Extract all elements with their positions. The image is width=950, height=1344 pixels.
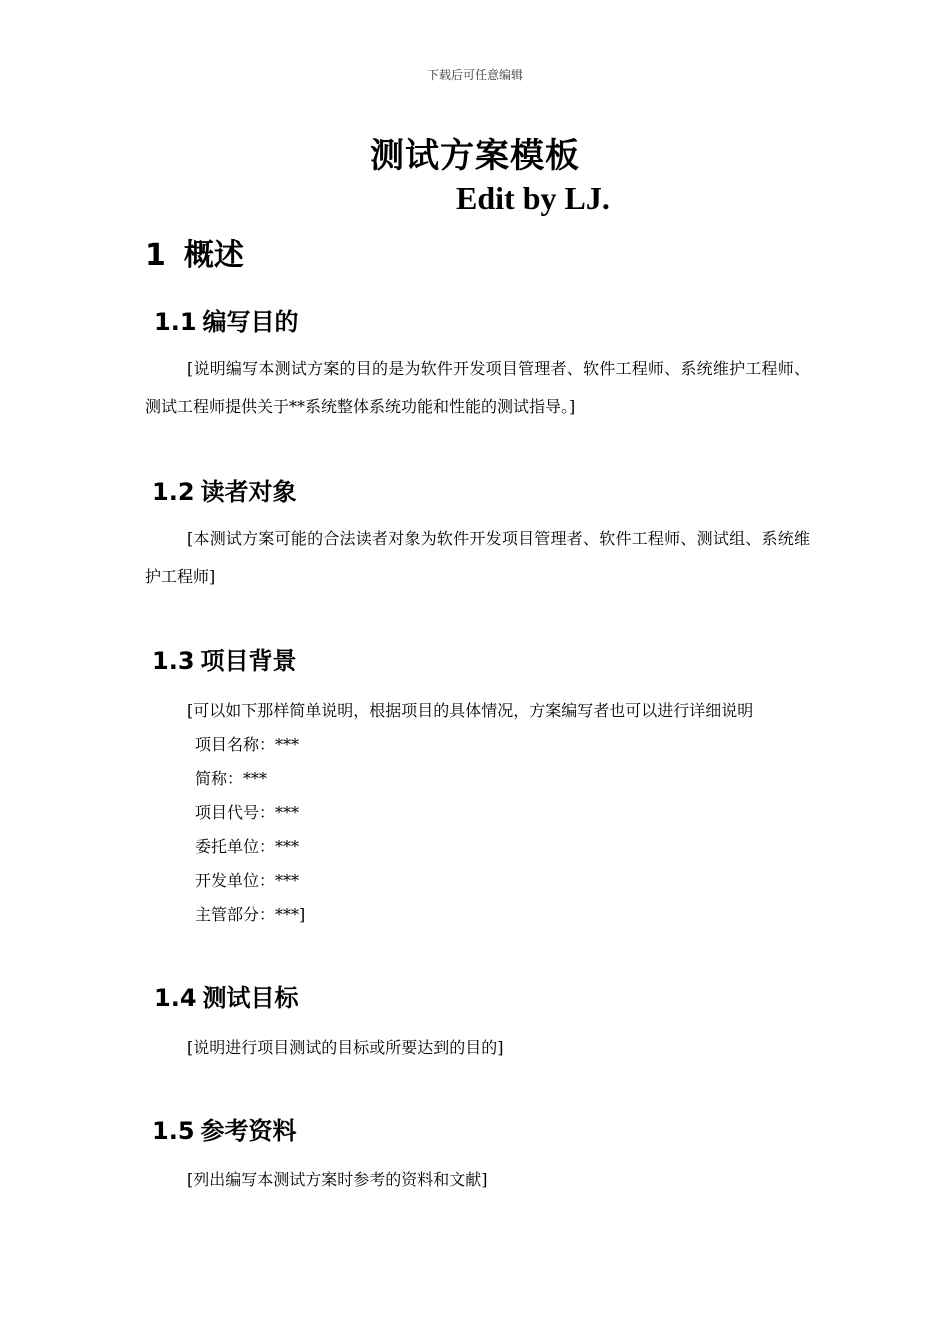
section-1-3-number: 1.3 [152,647,195,675]
section-1-4-paragraph: [说明进行项目测试的目标或所要达到的目的] [187,1038,504,1057]
document-title: 测试方案模板 [370,136,580,176]
section-1-4-title: 测试目标 [202,984,299,1012]
section-1-4-number: 1.4 [154,984,197,1012]
section-1-title: 概述 [183,238,244,273]
section-1-heading [145,230,244,274]
section-1-3-intro: [可以如下那样简单说明，根据项目的具体情况，方案编写者也可以进行详细说明 [187,701,754,720]
section-1-1-number: 1.1 [154,308,197,336]
project-info-item: 项目代号：*** [195,803,300,822]
document-subtitle: Edit by LJ. [456,180,610,216]
section-1-5-title: 参考资料 [200,1117,297,1145]
project-info-item: 开发单位：*** [195,871,300,890]
section-1-5-paragraph: [列出编写本测试方案时参考的资料和文献] [187,1170,488,1189]
project-info-item: 委托单位：*** [195,837,300,856]
section-1-number: 1 [145,238,166,273]
project-info-item: 简称：*** [195,769,268,788]
project-info-item: 项目名称：*** [195,735,300,754]
section-1-4-heading [154,978,299,1013]
section-1-2-title: 读者对象 [200,478,297,506]
page-header-note: 下载后可任意编辑 [426,68,523,82]
section-1-3-heading [152,641,297,676]
section-1-1-paragraph: [说明编写本测试方案的目的是为软件开发项目管理者、软件工程师、系统维护工程师、测试工程师提供关于**系统整体系统功能和性能的测试指导。] [145,359,810,416]
project-info-item: 主管部分：***] [195,905,306,924]
section-1-5-heading [152,1111,297,1146]
section-1-2-heading [152,472,297,507]
section-1-1-title: 编写目的 [202,308,299,336]
section-1-3-title: 项目背景 [200,647,297,675]
section-1-5-number: 1.5 [152,1117,195,1145]
section-1-1-heading [154,302,299,337]
section-1-2-number: 1.2 [152,478,195,506]
section-1-2-paragraph: [本测试方案可能的合法读者对象为软件开发项目管理者、软件工程师、测试组、系统维护工程师] [145,529,810,586]
